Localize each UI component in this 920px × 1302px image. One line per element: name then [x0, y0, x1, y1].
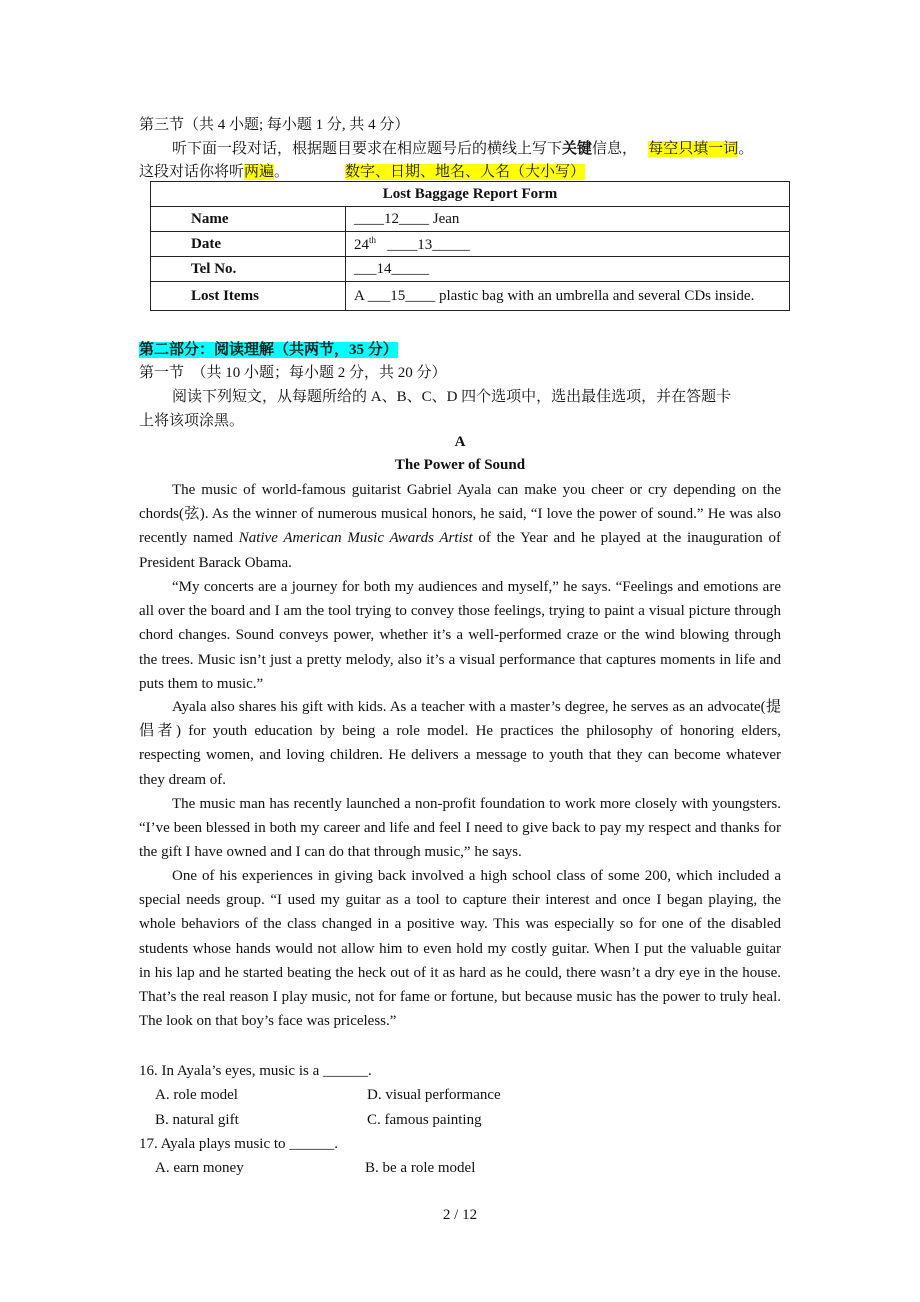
form-title: Lost Baggage Report Form [151, 182, 790, 207]
section3-instruction-2: 这段对话你将听两遍。 数字、日期、地名、人名（大小写） [139, 164, 586, 180]
part2-section1: 第一节 （共 10 小题；每小题 2 分，共 20 分） [139, 365, 447, 381]
part2-heading: 第二部分：阅读理解（共两节，35 分） [139, 342, 398, 358]
section3-title: 第三节（共 4 小题; 每小题 1 分, 共 4 分） [139, 117, 410, 133]
option-16d: D. visual performance [367, 1087, 501, 1103]
form-blank-14: ___14_____ [346, 257, 790, 282]
highlight-hint: 数字、日期、地名、人名（大小写） [345, 164, 586, 180]
option-16a: A. role model [155, 1087, 238, 1103]
passage-letter: A [454, 434, 466, 450]
option-17b: B. be a role model [365, 1160, 476, 1176]
option-16b: B. natural gift [155, 1112, 239, 1128]
form-row: Date 24th ____13_____ [151, 232, 790, 257]
form-blank-15: A ___15____ plastic bag with an umbrella and several CDs inside. [346, 282, 790, 311]
passage-title: The Power of Sound [394, 457, 526, 473]
paragraph-2: “My concerts are a journey for both my audiences and myself,” he says. “Feelings and emotions are all over the board and I am the tool trying to convey those feelings, trying to paint a visual picture through chord changes. Sound conveys power, whether it’s a well-performed craze or the wind blowing through the trees. Music isn’t just a pretty melody, also it’s a visual performance that captures moments in life and puts them to music.” [139, 579, 781, 692]
form-blank-13: 24th ____13_____ [346, 232, 790, 257]
paragraph-1: The music of world-famous guitarist Gabriel Ayala can make you cheer or cry depending on the chords(弦). As the winner of numerous musical honors, he said, “I love the power of sound.” He was also recently named Native American Music Awards Artist of the Year and he played at the inauguration of President Barack Obama. [139, 482, 781, 571]
paragraph-4: The music man has recently launched a non-profit foundation to work more closely with youngsters. “I’ve been blessed in both my career and life and feel I need to give back to pay my respect and thanks for the gift I have owned and I can do that through music,” he says. [139, 796, 781, 861]
part2-instruction: 阅读下列短文，从每题所给的 A、B、C、D 四个选项中，选出最佳选项，并在答题卡 [172, 389, 732, 405]
page-number: 2 / 12 [442, 1207, 478, 1223]
form-blank-12: ____12____ Jean [346, 207, 790, 232]
paragraph-5: One of his experiences in giving back involved a high school class of some 200, which included a special needs group. “I used my guitar as a tool to capture their interest and once I began playing, the whole behaviors of the class changed in a positive way. This was especially so for one of the disabled students whose hands would not allow him to even hold my costly guitar. When I put the valuable guitar in his lap and he started beating the heck out of it as hard as he could, there wasn’t a dry eye in the house. That’s the real reason I play music, not for fame or fortune, but because music has the power to truly heal. The look on that boy’s face was priceless.” [139, 868, 781, 1030]
form-row: Name ____12____ Jean [151, 207, 790, 232]
section3-instruction: 听下面一段对话，根据题目要求在相应题号后的横线上写下关键信息， 每空只填一词。 [172, 141, 754, 157]
form-row: Lost Items A ___15____ plastic bag with an umbrella and several CDs inside. [151, 282, 790, 311]
question-16: 16. In Ayala’s eyes, music is a ______. [139, 1063, 372, 1079]
option-16c: C. famous painting [367, 1112, 482, 1128]
form-row: Tel No. ___14_____ [151, 257, 790, 282]
option-17a: A. earn money [155, 1160, 244, 1176]
question-17: 17. Ayala plays music to ______. [139, 1136, 339, 1152]
highlight-one-word: 每空只填一词 [648, 141, 739, 157]
part2-instruction-2: 上将该项涂黑。 [139, 413, 245, 429]
lost-baggage-form [150, 181, 790, 311]
paragraph-3: Ayala also shares his gift with kids. As a teacher with a master’s degree, he serves as an advocate(提倡者) for youth education by being a role model. He practices the philosophy of honoring elders, respecting women, and loving children. He delivers a message to youth that they can become whatever they dream of. [139, 699, 781, 788]
